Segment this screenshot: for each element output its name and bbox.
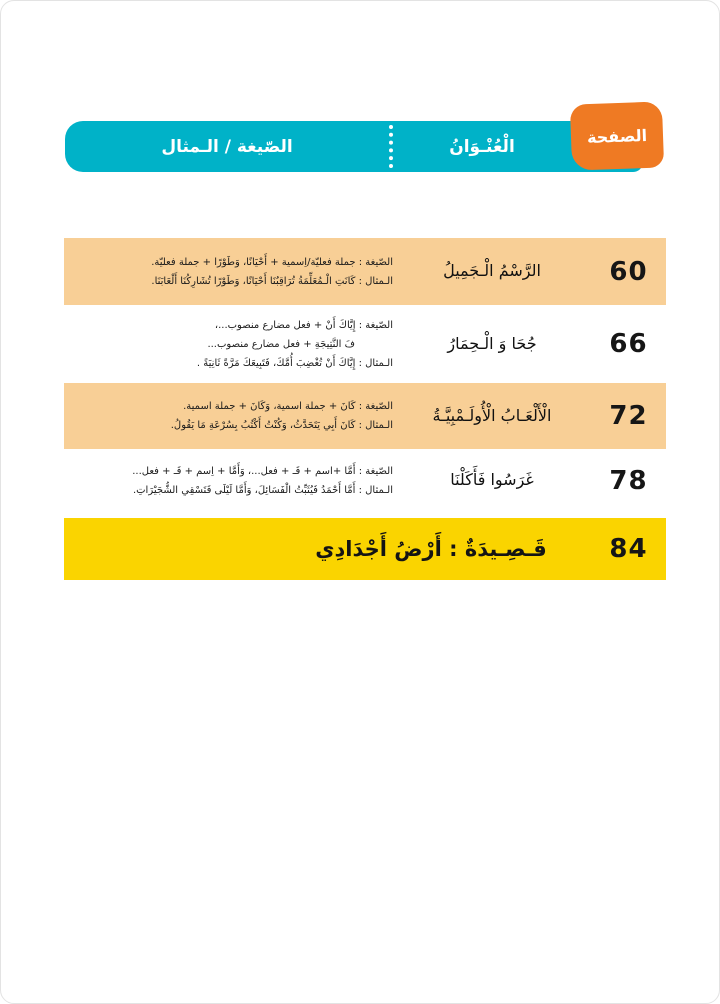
table-row[interactable]: [64, 449, 666, 512]
table-row[interactable]: [64, 238, 666, 305]
toc-table: [64, 238, 666, 580]
lesson-format-example: [64, 316, 393, 373]
page-number: 72: [609, 401, 648, 431]
format-line: الصّيغة : إِيَّاكَ أَنْ + فعل مضارع منصوب...،: [214, 319, 393, 331]
table-row-poem[interactable]: [64, 518, 666, 580]
format-line: فَ النَّتِيجَةِ + فعل مضارع منصوب...: [207, 338, 355, 350]
lesson-format-example: [64, 253, 393, 291]
lesson-format-example: [64, 397, 393, 435]
lesson-title: جُحَا وَ الْـحِمَارُ: [447, 333, 537, 353]
lesson-format-example: [64, 462, 393, 500]
page-number: 78: [609, 465, 648, 496]
lesson-title: الرَّسْمُ الْـجَمِيلُ: [443, 261, 541, 281]
page-number: 60: [609, 256, 648, 287]
example-line: الـمثال : كَانَتِ الْـمُعَلِّمَةُ تُرَاقِبُنَا أَحْيَانًا، وَطَوْرًا تُشَارِكُنَا أَلْعَابَنَا.: [151, 275, 393, 287]
column-header-page-tab: الصفحة: [570, 101, 664, 170]
column-header-format: الصّيغة / الـمثال: [161, 136, 293, 157]
table-row[interactable]: [64, 305, 666, 383]
format-line: الصّيغة : جملة فعليّة/اِسمية + أَحْيَانًا، وَطَوْرًا + جملة فعليّة.: [151, 256, 393, 268]
column-header-title: الْعُنْـوَانُ: [449, 136, 515, 157]
format-line: الصّيغة : كَانَ + جملة اسمية، وَكَانَ + جملة اسمية.: [183, 401, 393, 412]
table-header-bar: [65, 121, 643, 172]
page-number: 84: [609, 534, 648, 564]
table-row[interactable]: [64, 383, 666, 449]
example-line: الـمثال : أَمَّا أَحْمَدُ فَيُثَبِّتُ الْفَسَائِلَ، وَأَمَّا لَيْلَى فَتَسْقِي الشُّجَيْرَاتِ.: [132, 484, 393, 496]
lesson-title: الْأَلْعَـابُ الْأُولَـمْبِيَّـةُ: [432, 405, 552, 425]
lesson-title: غَرَسُوا فَأَكَلْنَا: [450, 470, 534, 490]
example-line: الـمثال : كَانَ أَبِي يَتَحَدَّثُ، وَكُنْتُ أَكْتُبُ بِسُرْعَةِ مَا يَقُولُ.: [170, 420, 393, 431]
page-number: 66: [609, 329, 648, 359]
example-line: الـمثال : إِيَّاكَ أَنْ تُغْضِبَ أُمَّكَ، فَتَبِيعَكَ مَرَّةً ثَانِيَةً .: [196, 357, 393, 369]
poem-title: قَـصِـيدَةٌ : أَرْضُ أَجْدَادِي: [315, 537, 547, 561]
format-line: الصّيغة : أَمَّا +اسم + فَـ + فعل...، وَأَمَّا + اِسم + فَـ + فعل...: [132, 465, 393, 477]
